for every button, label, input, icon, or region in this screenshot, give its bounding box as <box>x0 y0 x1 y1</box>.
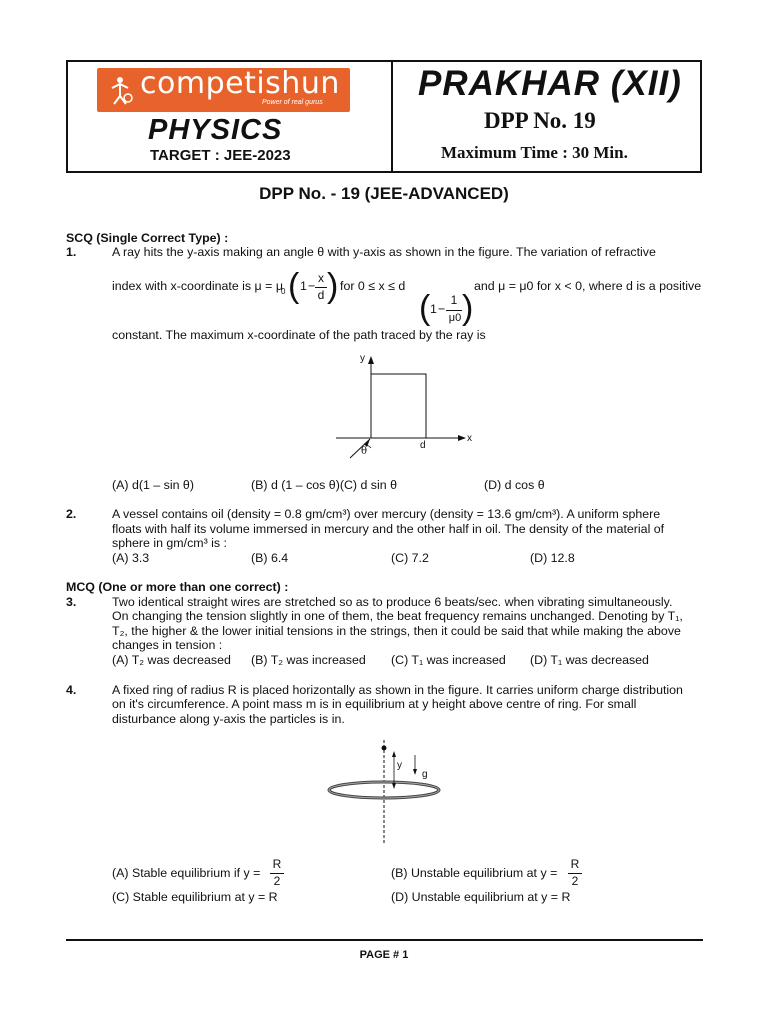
section-mcq: MCQ (One or more than one correct) : <box>66 580 289 594</box>
y-axis-arrow-icon <box>368 356 374 364</box>
q4-a-frac-num: R <box>272 857 282 871</box>
q1-range: for 0 ≤ x ≤ d <box>340 279 406 293</box>
q3-line2: On changing the tension slightly in one of them, the beat frequency remains unchanged. Denoting by T₁, <box>112 609 683 623</box>
q4-option-d: (D) Unstable equilibrium at y = R <box>391 890 571 904</box>
q2-line1: A vessel contains oil (density = 0.8 gm/cm³) over mercury (density = 13.6 gm/cm³). A uniform sphere <box>112 507 661 521</box>
q4-option-a: (A) Stable equilibrium if y = <box>112 866 261 880</box>
q2-number: 2. <box>66 507 77 521</box>
dpp-number: DPP No. 19 <box>484 108 596 133</box>
q1-frac-num: x <box>318 271 324 285</box>
q3-line3: T₂, the higher & the lower initial tensions in the strings, then it could be said that while making the above <box>112 624 681 638</box>
brand-tagline: Power of real gurus <box>262 99 323 106</box>
q1-one: 1 <box>300 279 307 293</box>
q4-b-frac-den: 2 <box>571 874 579 888</box>
q1-minus: − <box>308 279 316 293</box>
q4-b-frac-num: R <box>570 857 580 871</box>
q2-option-c: (C) 7.2 <box>391 551 429 565</box>
q1-paren-left: ( <box>288 267 300 305</box>
q4-fig-g: g <box>422 769 428 780</box>
point-mass <box>382 746 387 751</box>
q1-and-text: and μ = μ0 for x < 0, where d is a positive <box>474 279 702 293</box>
q1-paren2-right: ) <box>462 289 474 327</box>
q3-option-d: (D) T₁ was decreased <box>530 653 649 667</box>
max-time: Maximum Time : 30 Min. <box>441 143 628 162</box>
brand-mascot-icon <box>104 72 136 108</box>
q3-line1: Two identical straight wires are stretched so as to produce 6 beats/sec. when vibrating simultaneously. <box>112 595 673 609</box>
q1-option-d: (D) d cos θ <box>484 478 545 492</box>
q2-line3: sphere in gm/cm³ is : <box>112 536 227 550</box>
q1-paren2-left: ( <box>419 289 431 327</box>
page-title: DPP No. - 19 (JEE-ADVANCED) <box>259 184 509 203</box>
q4-line1: A fixed ring of radius R is placed horizontally as shown in the figure. It carries uniform charge distribution <box>112 683 683 697</box>
q2-option-d: (D) 12.8 <box>530 551 575 565</box>
gravity-arrow-icon <box>413 769 417 775</box>
batch-title: PRAKHAR (XII) <box>418 64 682 103</box>
subject-title: PHYSICS <box>148 114 283 146</box>
q1-option-a: (A) d(1 – sin θ) <box>112 478 194 492</box>
q1-number: 1. <box>66 245 77 259</box>
x-axis-arrow-icon <box>458 435 466 441</box>
q1-f2-one: 1 <box>430 302 437 316</box>
height-arrow-down-icon <box>392 783 396 789</box>
brand-name: competishun <box>140 66 340 101</box>
q3-option-b: (B) T₂ was increased <box>251 653 366 667</box>
header-divider <box>391 60 393 173</box>
q2-option-a: (A) 3.3 <box>112 551 150 565</box>
q1-option-bc: (B) d (1 – cos θ)(C) d sin θ <box>251 478 397 492</box>
q3-option-c: (C) T₁ was increased <box>391 653 506 667</box>
q1-line2: index with x-coordinate is μ = μ <box>112 279 283 293</box>
q1-f2-minus: − <box>438 302 446 316</box>
q1-f2-num: 1 <box>450 293 458 307</box>
q1-line3: constant. The maximum x-coordinate of the path traced by the ray is <box>112 328 486 342</box>
q3-line4: changes in tension : <box>112 638 223 652</box>
q4-option-b: (B) Unstable equilibrium at y = <box>391 866 558 880</box>
q1-frac-den: d <box>317 288 325 302</box>
q4-a-frac-den: 2 <box>273 874 281 888</box>
q2-option-b: (B) 6.4 <box>251 551 289 565</box>
q1-fig-d: d <box>420 440 426 451</box>
medium-region <box>371 374 426 438</box>
q4-figure <box>320 735 460 845</box>
q1-line1: A ray hits the y-axis making an angle θ with y-axis as shown in the figure. The variation of refractive <box>112 245 656 259</box>
target-label: TARGET : JEE-2023 <box>150 147 291 164</box>
q1-f2-den: μ0 <box>448 312 462 324</box>
q4-number: 4. <box>66 683 77 697</box>
q1-fig-theta: θ <box>361 446 368 457</box>
q2-line2: floats with half its volume immersed in mercury and the other half in oil. The density of the material of <box>112 522 665 536</box>
q4-line3: disturbance along y-axis the particles is in. <box>112 712 345 726</box>
q1-mu-subscript: 0 <box>281 287 286 296</box>
q1-figure <box>330 350 480 460</box>
section-scq: SCQ (Single Correct Type) : <box>66 231 229 245</box>
q4-option-c: (C) Stable equilibrium at y = R <box>112 890 278 904</box>
page-number: PAGE # 1 <box>359 949 409 961</box>
height-arrow-up-icon <box>392 751 396 757</box>
q4-fig-y: y <box>397 760 402 771</box>
q1-f2-bar <box>446 310 462 311</box>
q3-option-a: (A) T₂ was decreased <box>112 653 231 667</box>
q1-paren-right: ) <box>327 267 339 305</box>
q4-line2: on it's circumference. A point mass m is in equilibrium at y height above centre of ring. For small <box>112 697 637 711</box>
footer-rule <box>66 939 703 941</box>
q3-number: 3. <box>66 595 77 609</box>
q1-fig-y: y <box>360 353 365 364</box>
q1-fig-x: x <box>467 433 472 444</box>
